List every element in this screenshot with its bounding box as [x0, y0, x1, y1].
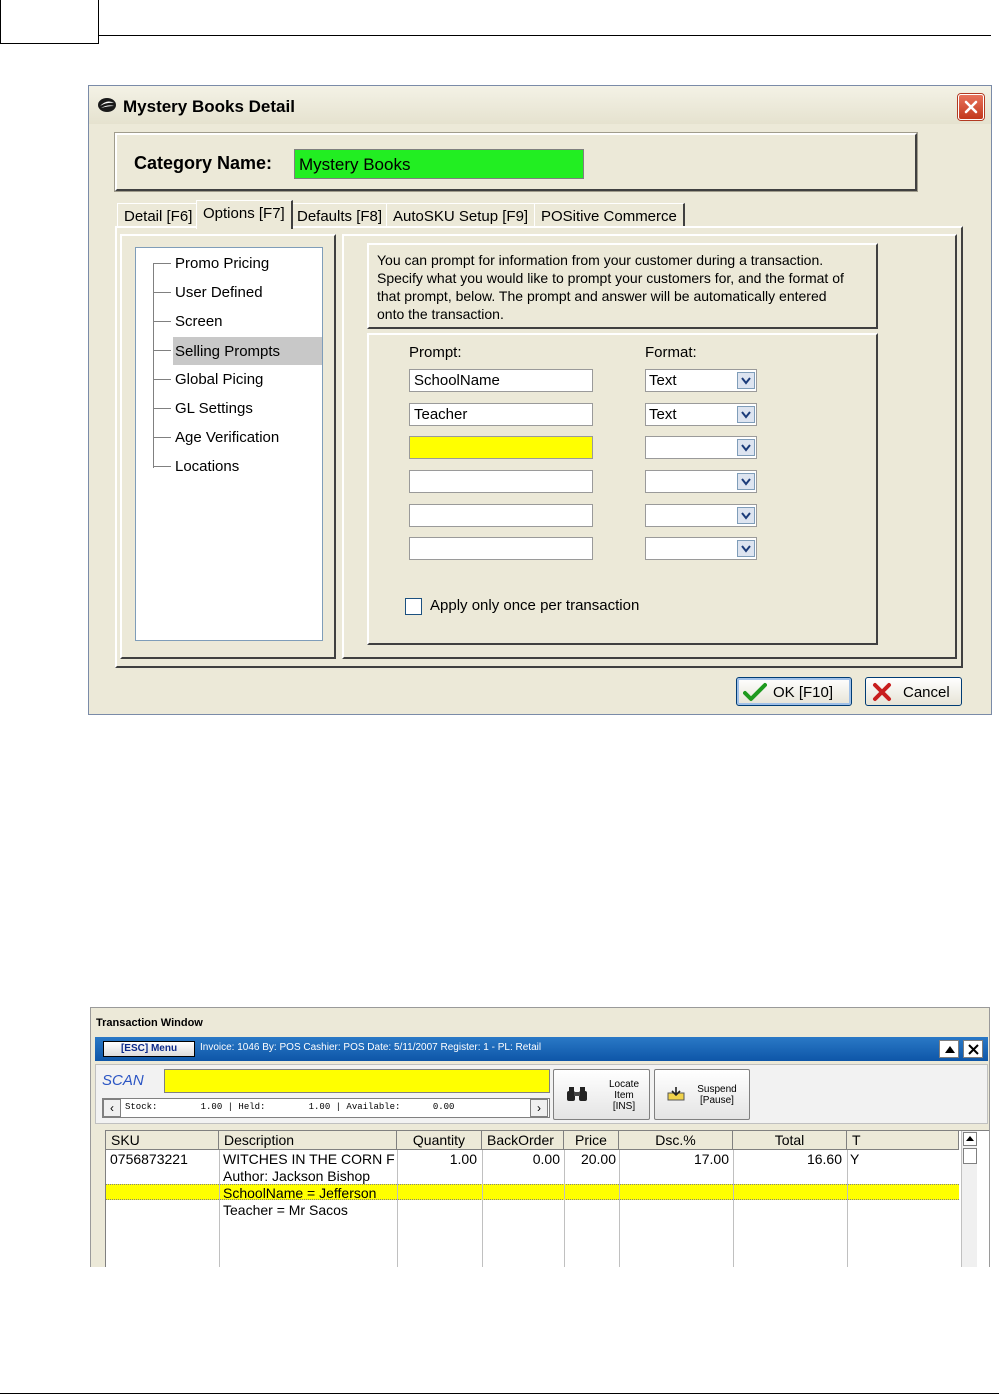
chevron-down-icon	[741, 545, 751, 553]
cell-quantity[interactable]: 1.00	[449, 1151, 477, 1167]
grid-header	[106, 1131, 959, 1150]
format-select-1[interactable]	[645, 369, 757, 392]
prompt-editor	[367, 333, 878, 645]
app-logo-icon	[97, 97, 117, 113]
prompt-column-header: Prompt:	[409, 344, 462, 361]
tree-branch	[153, 437, 171, 438]
description-line: You can prompt for information from your customer during a transaction.	[377, 252, 824, 268]
suspend-icon	[667, 1087, 685, 1101]
stock-info-text: Stock: 1.00 | Held: 1.00 | Available: 0.00	[125, 1102, 455, 1112]
line-note: SchoolName = Jefferson	[223, 1185, 377, 1201]
options-tab-panel	[115, 226, 963, 668]
checkmark-icon	[743, 682, 767, 702]
column-header-description[interactable]: Description	[219, 1131, 397, 1150]
tree-item-age-verification[interactable]	[153, 424, 322, 452]
tree-branch	[153, 466, 171, 467]
close-icon	[968, 1044, 979, 1055]
maximize-button[interactable]	[939, 1040, 959, 1058]
column-header-backorder[interactable]: BackOrder	[482, 1131, 564, 1150]
cancel-x-icon	[872, 682, 892, 702]
transaction-lines-grid	[105, 1130, 990, 1267]
tab-autosku-setup[interactable]: AutoSKU Setup [F9]	[386, 203, 536, 228]
tree-item-screen[interactable]	[153, 308, 322, 336]
ok-button[interactable]	[736, 677, 852, 706]
apply-once-label[interactable]: Apply only once per transaction	[430, 597, 640, 614]
format-column-header: Format:	[645, 344, 697, 361]
description-line: that prompt, below. The prompt and answer will be automatically entered	[377, 288, 827, 304]
close-icon	[964, 100, 978, 114]
scan-label: SCAN	[102, 1072, 144, 1089]
tree-item-label: Promo Pricing	[175, 255, 270, 272]
description-line: onto the transaction.	[377, 306, 504, 322]
apply-once-checkbox[interactable]	[405, 598, 422, 615]
esc-menu-button[interactable]: [ESC] Menu	[103, 1041, 195, 1057]
suspend-button[interactable]	[654, 1069, 750, 1120]
tree-item-label: Age Verification	[175, 429, 280, 446]
scroll-right-button[interactable]: ›	[530, 1099, 548, 1117]
scan-area	[95, 1064, 988, 1124]
tree-item-promo-pricing[interactable]	[153, 250, 322, 278]
tab-defaults[interactable]: Defaults [F8]	[290, 203, 390, 228]
cell-total[interactable]: 16.60	[806, 1151, 842, 1167]
tree-branch	[153, 263, 171, 264]
chevron-down-icon	[741, 444, 751, 452]
format-select-2[interactable]	[645, 403, 757, 426]
chevron-down-icon	[741, 512, 751, 520]
prompt-input-1[interactable]: SchoolName	[409, 369, 593, 392]
scan-input[interactable]	[164, 1069, 550, 1093]
scroll-left-button[interactable]: ‹	[103, 1099, 121, 1117]
tree-branch	[153, 321, 171, 322]
scroll-thumb[interactable]	[963, 1148, 977, 1164]
page-header-tab	[0, 0, 99, 44]
suspend-label-line: Suspend	[697, 1084, 737, 1095]
triangle-up-icon	[944, 1044, 956, 1054]
tree-branch	[153, 292, 171, 293]
close-button[interactable]	[958, 94, 984, 120]
transaction-info-bar	[95, 1037, 988, 1061]
cell-discount[interactable]: 17.00	[693, 1151, 729, 1167]
line-note: Teacher = Mr Sacos	[223, 1202, 348, 1218]
cancel-button[interactable]	[865, 677, 962, 706]
dropdown-arrow[interactable]	[737, 439, 755, 456]
transaction-window-title: Transaction Window	[96, 1017, 203, 1029]
format-select-5[interactable]	[645, 504, 757, 527]
cell-sku[interactable]: 0756873221	[110, 1151, 188, 1167]
category-name-input[interactable]: Mystery Books	[294, 149, 584, 179]
category-name-panel	[115, 133, 917, 191]
vertical-scrollbar[interactable]	[961, 1131, 977, 1267]
triangle-up-icon	[964, 1133, 976, 1145]
column-divider	[564, 1150, 565, 1267]
tree-item-label: Selling Prompts	[173, 337, 322, 365]
column-header-quantity[interactable]: Quantity	[397, 1131, 482, 1150]
selling-prompts-description	[367, 243, 878, 329]
dialog-title-bar[interactable]	[89, 86, 991, 124]
tree-item-label: Locations	[175, 458, 240, 475]
column-header-taxable[interactable]: T	[847, 1131, 959, 1150]
tree-item-selling-prompts[interactable]	[153, 337, 322, 365]
options-tree-panel	[120, 234, 336, 659]
chevron-down-icon	[741, 377, 751, 385]
category-detail-dialog	[88, 85, 992, 715]
tree-item-user-defined[interactable]	[153, 279, 322, 307]
dialog-title: Mystery Books Detail	[123, 97, 295, 116]
dropdown-arrow[interactable]	[737, 406, 755, 423]
locate-label-line: Item	[614, 1090, 634, 1101]
page-footer-rule	[0, 1393, 999, 1394]
column-header-total[interactable]: Total	[733, 1131, 847, 1150]
close-window-button[interactable]	[963, 1040, 983, 1058]
options-tree	[135, 247, 323, 641]
line-note: Author: Jackson Bishop	[223, 1168, 371, 1184]
ok-button-label: OK [F10]	[773, 684, 834, 701]
cell-description[interactable]: WITCHES IN THE CORN F	[223, 1151, 395, 1167]
dropdown-arrow[interactable]	[737, 540, 755, 557]
page-header-rule	[99, 35, 991, 36]
tree-item-label: User Defined	[175, 284, 263, 301]
locate-item-button[interactable]	[553, 1069, 650, 1120]
format-select-value: Text	[649, 372, 677, 389]
cancel-button-label: Cancel	[903, 684, 950, 701]
prompt-input-2[interactable]: Teacher	[409, 403, 593, 426]
tab-options[interactable]: Options [F7]	[196, 200, 293, 229]
tree-branch	[153, 408, 171, 409]
binoculars-icon	[566, 1086, 588, 1102]
cell-backorder[interactable]: 0.00	[532, 1151, 560, 1167]
column-divider	[397, 1150, 398, 1267]
cell-price[interactable]: 20.00	[580, 1151, 616, 1167]
tree-branch	[153, 379, 171, 380]
dropdown-arrow[interactable]	[737, 473, 755, 490]
locate-label-line: Locate	[608, 1079, 640, 1090]
tree-item-label: GL Settings	[175, 400, 253, 417]
tree-item-locations[interactable]	[153, 453, 322, 481]
tree-item-gl-settings[interactable]	[153, 395, 322, 423]
description-line: Specify what you would like to prompt your customers for, and the format of	[377, 270, 844, 286]
chevron-down-icon	[741, 411, 751, 419]
cell-taxable[interactable]: Y	[850, 1151, 860, 1167]
column-divider	[482, 1150, 483, 1267]
tree-item-label: Global Picing	[175, 371, 264, 388]
format-select-6[interactable]	[645, 537, 757, 560]
prompt-input-5[interactable]	[409, 504, 593, 527]
dropdown-arrow[interactable]	[737, 372, 755, 389]
scroll-up-button[interactable]	[963, 1132, 977, 1146]
locate-label-line: [INS]	[612, 1101, 636, 1112]
format-select-3[interactable]	[645, 436, 757, 459]
column-header-sku[interactable]: SKU	[106, 1131, 219, 1150]
format-select-value: Text	[649, 406, 677, 423]
prompt-input-3[interactable]	[409, 436, 593, 459]
column-header-price[interactable]: Price	[564, 1131, 619, 1150]
prompt-input-6[interactable]	[409, 537, 593, 560]
selling-prompts-panel	[342, 234, 957, 659]
tree-branch	[153, 350, 171, 351]
prompt-input-4[interactable]	[409, 470, 593, 493]
transaction-window	[90, 1007, 990, 1267]
tab-positive-commerce[interactable]: POSitive Commerce	[534, 203, 685, 228]
chevron-down-icon	[741, 478, 751, 486]
tree-item-global-pricing[interactable]	[153, 366, 322, 394]
dropdown-arrow[interactable]	[737, 507, 755, 524]
invoice-info: Invoice: 1046 By: POS Cashier: POS Date: 5/11/2007 Register: 1 - PL: Retail	[200, 1042, 542, 1053]
column-divider	[733, 1150, 734, 1267]
column-header-discount[interactable]: Dsc.%	[619, 1131, 733, 1150]
format-select-4[interactable]	[645, 470, 757, 493]
column-divider	[619, 1150, 620, 1267]
suspend-label-line: [Pause]	[700, 1095, 734, 1106]
tab-detail[interactable]: Detail [F6]	[117, 203, 200, 228]
category-name-label: Category Name:	[134, 153, 273, 173]
tree-item-label: Screen	[175, 313, 223, 330]
stock-info-bar	[102, 1098, 550, 1118]
column-divider	[219, 1150, 220, 1267]
column-divider	[847, 1150, 848, 1267]
